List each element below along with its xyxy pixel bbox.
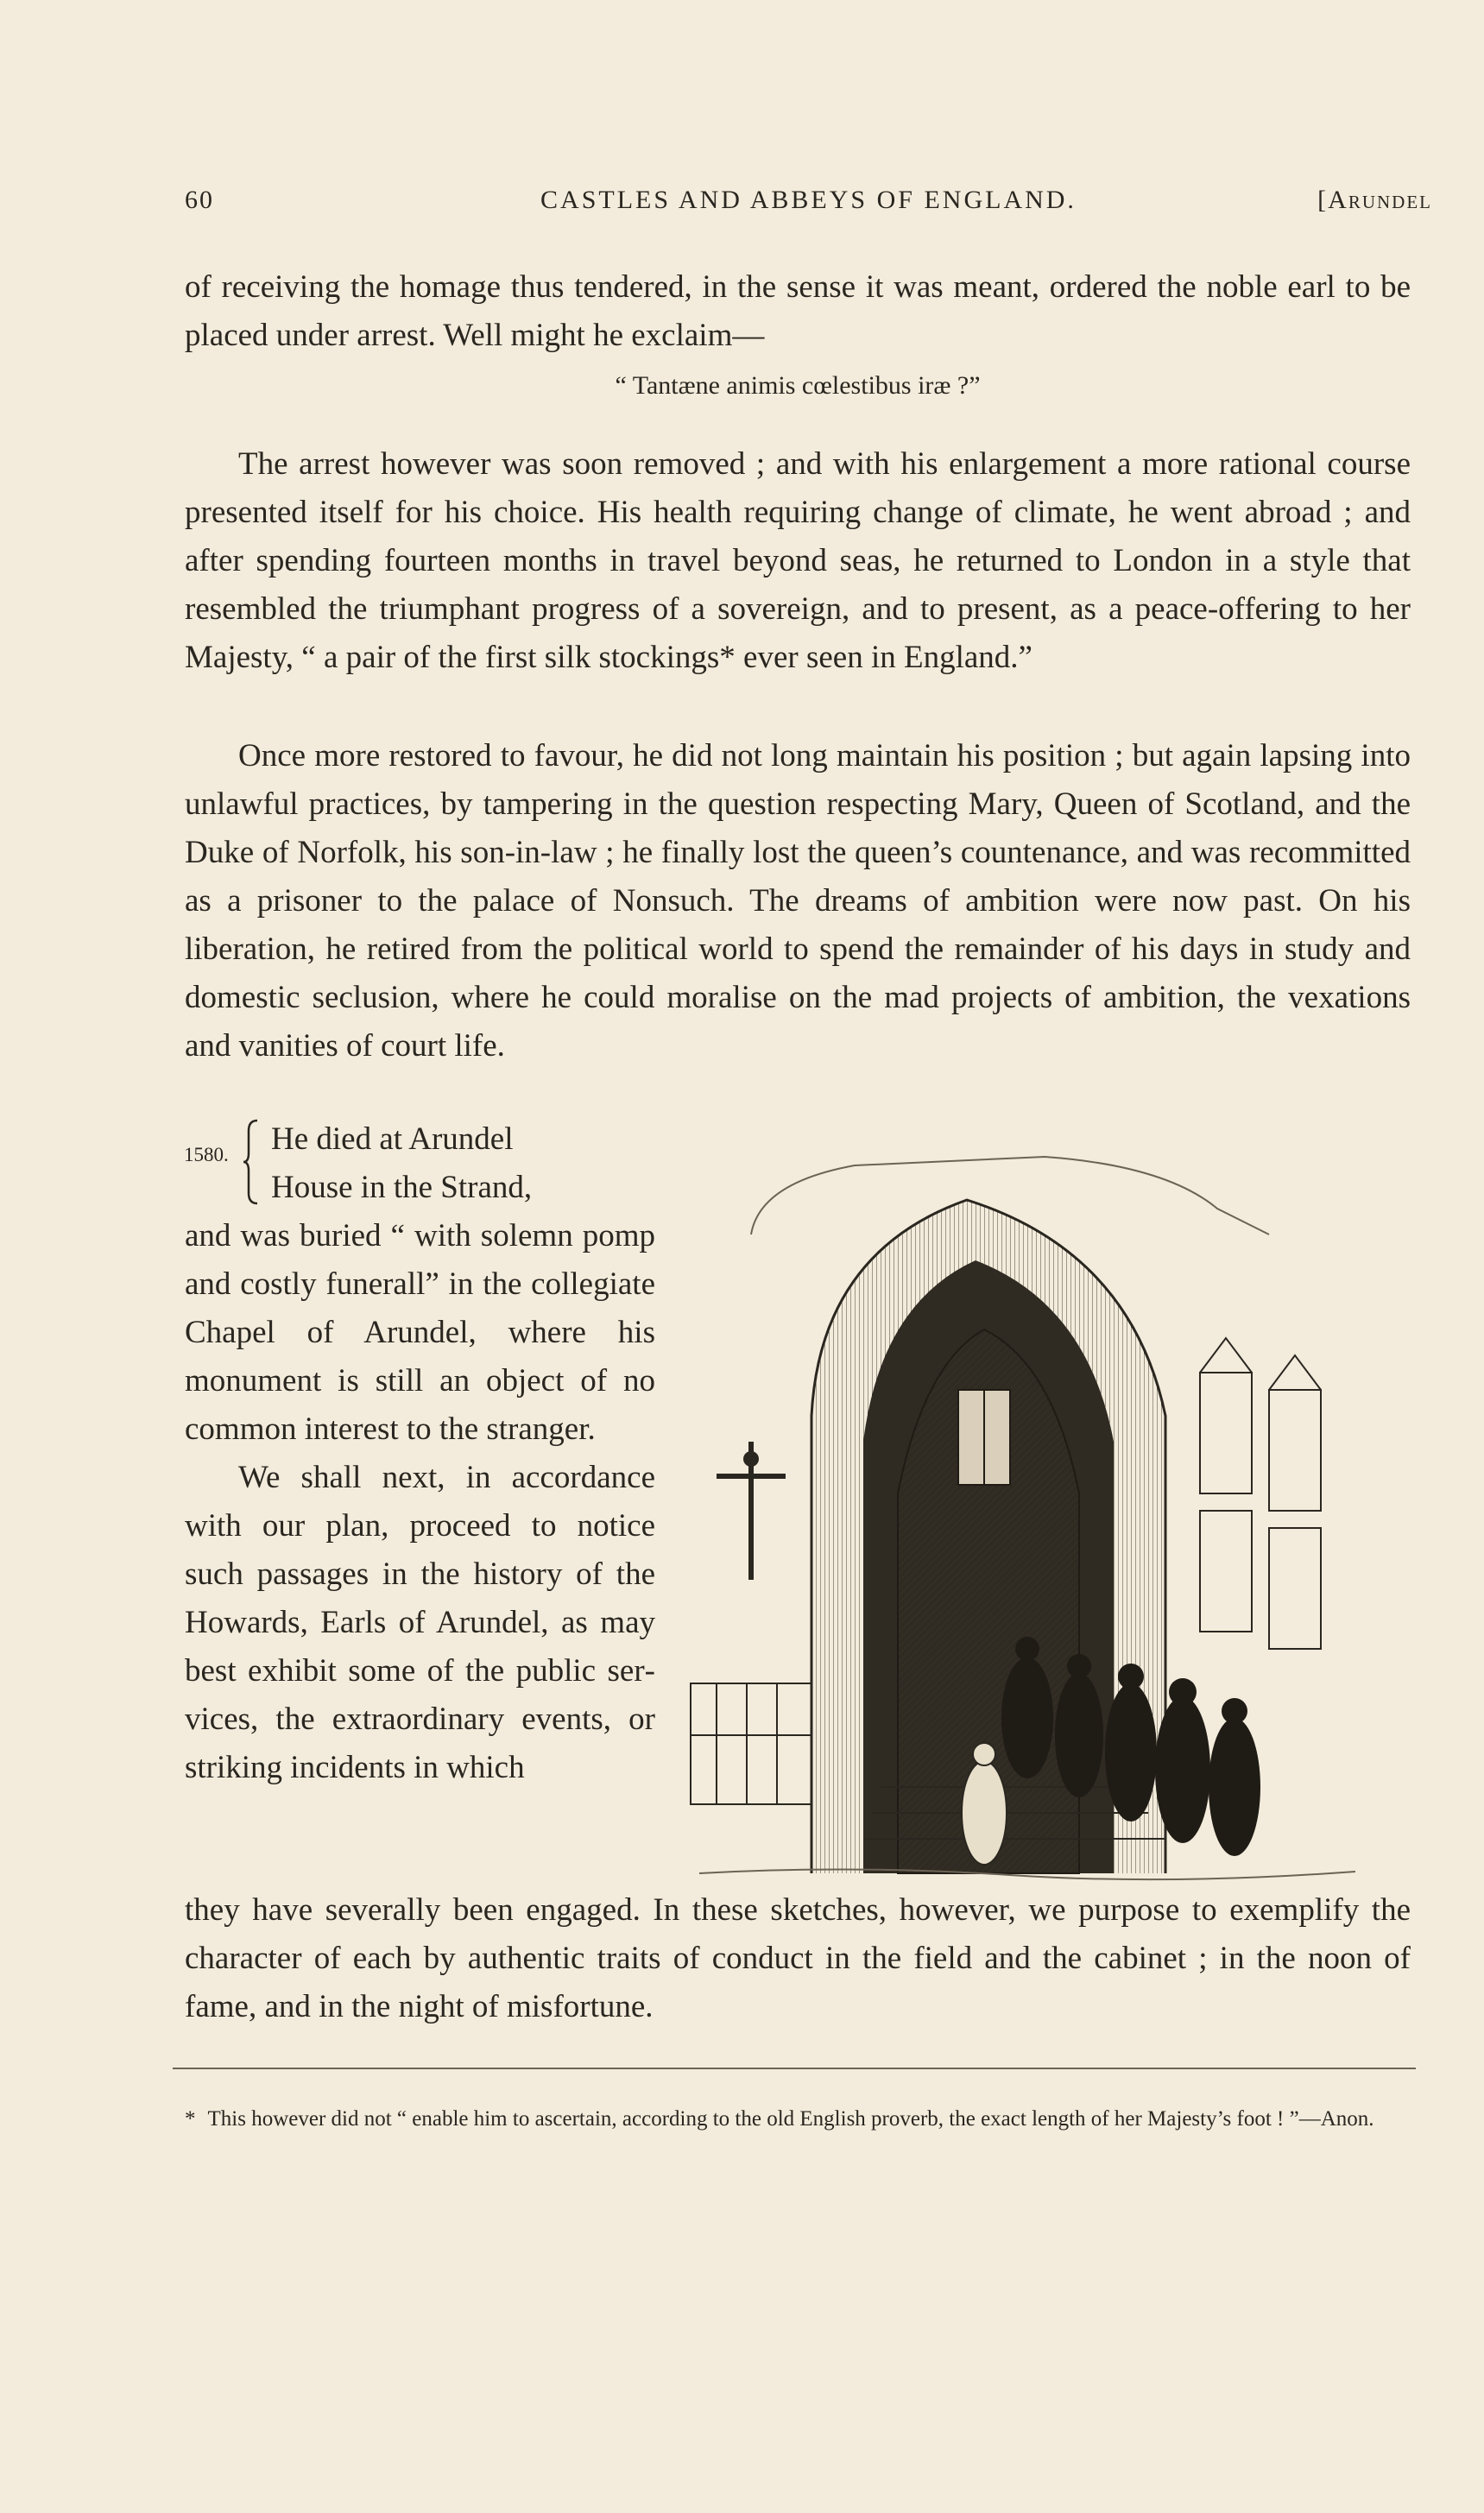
side-line-1: He died at Arundel bbox=[271, 1121, 514, 1157]
section-name: [Arundel bbox=[1317, 186, 1432, 214]
paragraph-text: they have severally been engaged. In these sketches, however, we purpose to exemplify the character of each by authentic traits of conduct in the field and the cabinet ; in the noon of fame, and in the night of misfortune. bbox=[185, 1892, 1411, 2024]
side-column-text bbox=[185, 1115, 655, 1792]
paragraph-conclusion bbox=[185, 1886, 1411, 2031]
margin-year: 1580. bbox=[184, 1144, 229, 1165]
paragraph-text: Once more restored to favour, he did not long maintain his position ; but again lapsing into unlawful practices, by tampering in the question respecting Mary, Queen of Scotland, and the Duke of Norfolk, his son-in-law ; he finally lost the queen’s countenance, and was recommitted as a prisoner to the palace of Nonsuch. The dreams of ambition were now past. On his liberation, he retired from the political world to spend the remainder of his days in study and domestic seclusion, where he could moralise on the mad projects of ambition, the vexations and vanities of court life. bbox=[185, 738, 1411, 1064]
paragraph-text: of receiving the homage thus tendered, in the sense it was meant, ordered the noble earl to be placed under arrest. Well might he exclaim— bbox=[185, 269, 1411, 353]
latin-quotation: “ Tantæne animis cœlestibus iræ ?” bbox=[615, 371, 981, 400]
side-line-2: House in the Strand, bbox=[271, 1170, 533, 1205]
running-header bbox=[185, 186, 1432, 220]
paragraph-text: The arrest however was soon removed ; and with his enlargement a more rational course presented itself for his choice. His health requiring change of climate, he went abroad ; and after spending fourteen months in travel beyond seas, he returned to London in a style that resembled the triumphant progress of a sovereign, and to present, as a peace-offering to her Majesty, “ a pair of the first silk stockings* ever seen in England.” bbox=[185, 446, 1411, 675]
chapel-engraving-illustration bbox=[682, 1131, 1373, 1891]
side-paragraph-howards: We shall next, in accordance with our plan, proceed to notice such passages in the history of the Howards, Earls of Arundel, as may best exhibit some of the public services, the extraordinary events, or striking incidents in which bbox=[185, 1460, 655, 1785]
footnote-divider bbox=[173, 2068, 1416, 2069]
paragraph-favour bbox=[185, 732, 1411, 1070]
footnote-text: This however did not “ enable him to ascertain, according to the old English proverb, the exact length of her Majesty’s foot ! ”—Anon. bbox=[207, 2107, 1374, 2131]
footnote-mark: * bbox=[185, 2107, 196, 2131]
side-paragraph-death: and was buried “ with solemn pomp and costly funerall” in the collegiate Chapel of Arundel, where his monument is still an object of no common interest to the stranger. bbox=[185, 1218, 655, 1447]
paragraph-arrest bbox=[185, 440, 1411, 682]
footnote bbox=[173, 2102, 1416, 2136]
paragraph-continuation bbox=[185, 263, 1411, 360]
page-number: 60 bbox=[185, 186, 214, 214]
running-title: CASTLES AND ABBEYS OF ENGLAND. bbox=[540, 186, 1077, 214]
